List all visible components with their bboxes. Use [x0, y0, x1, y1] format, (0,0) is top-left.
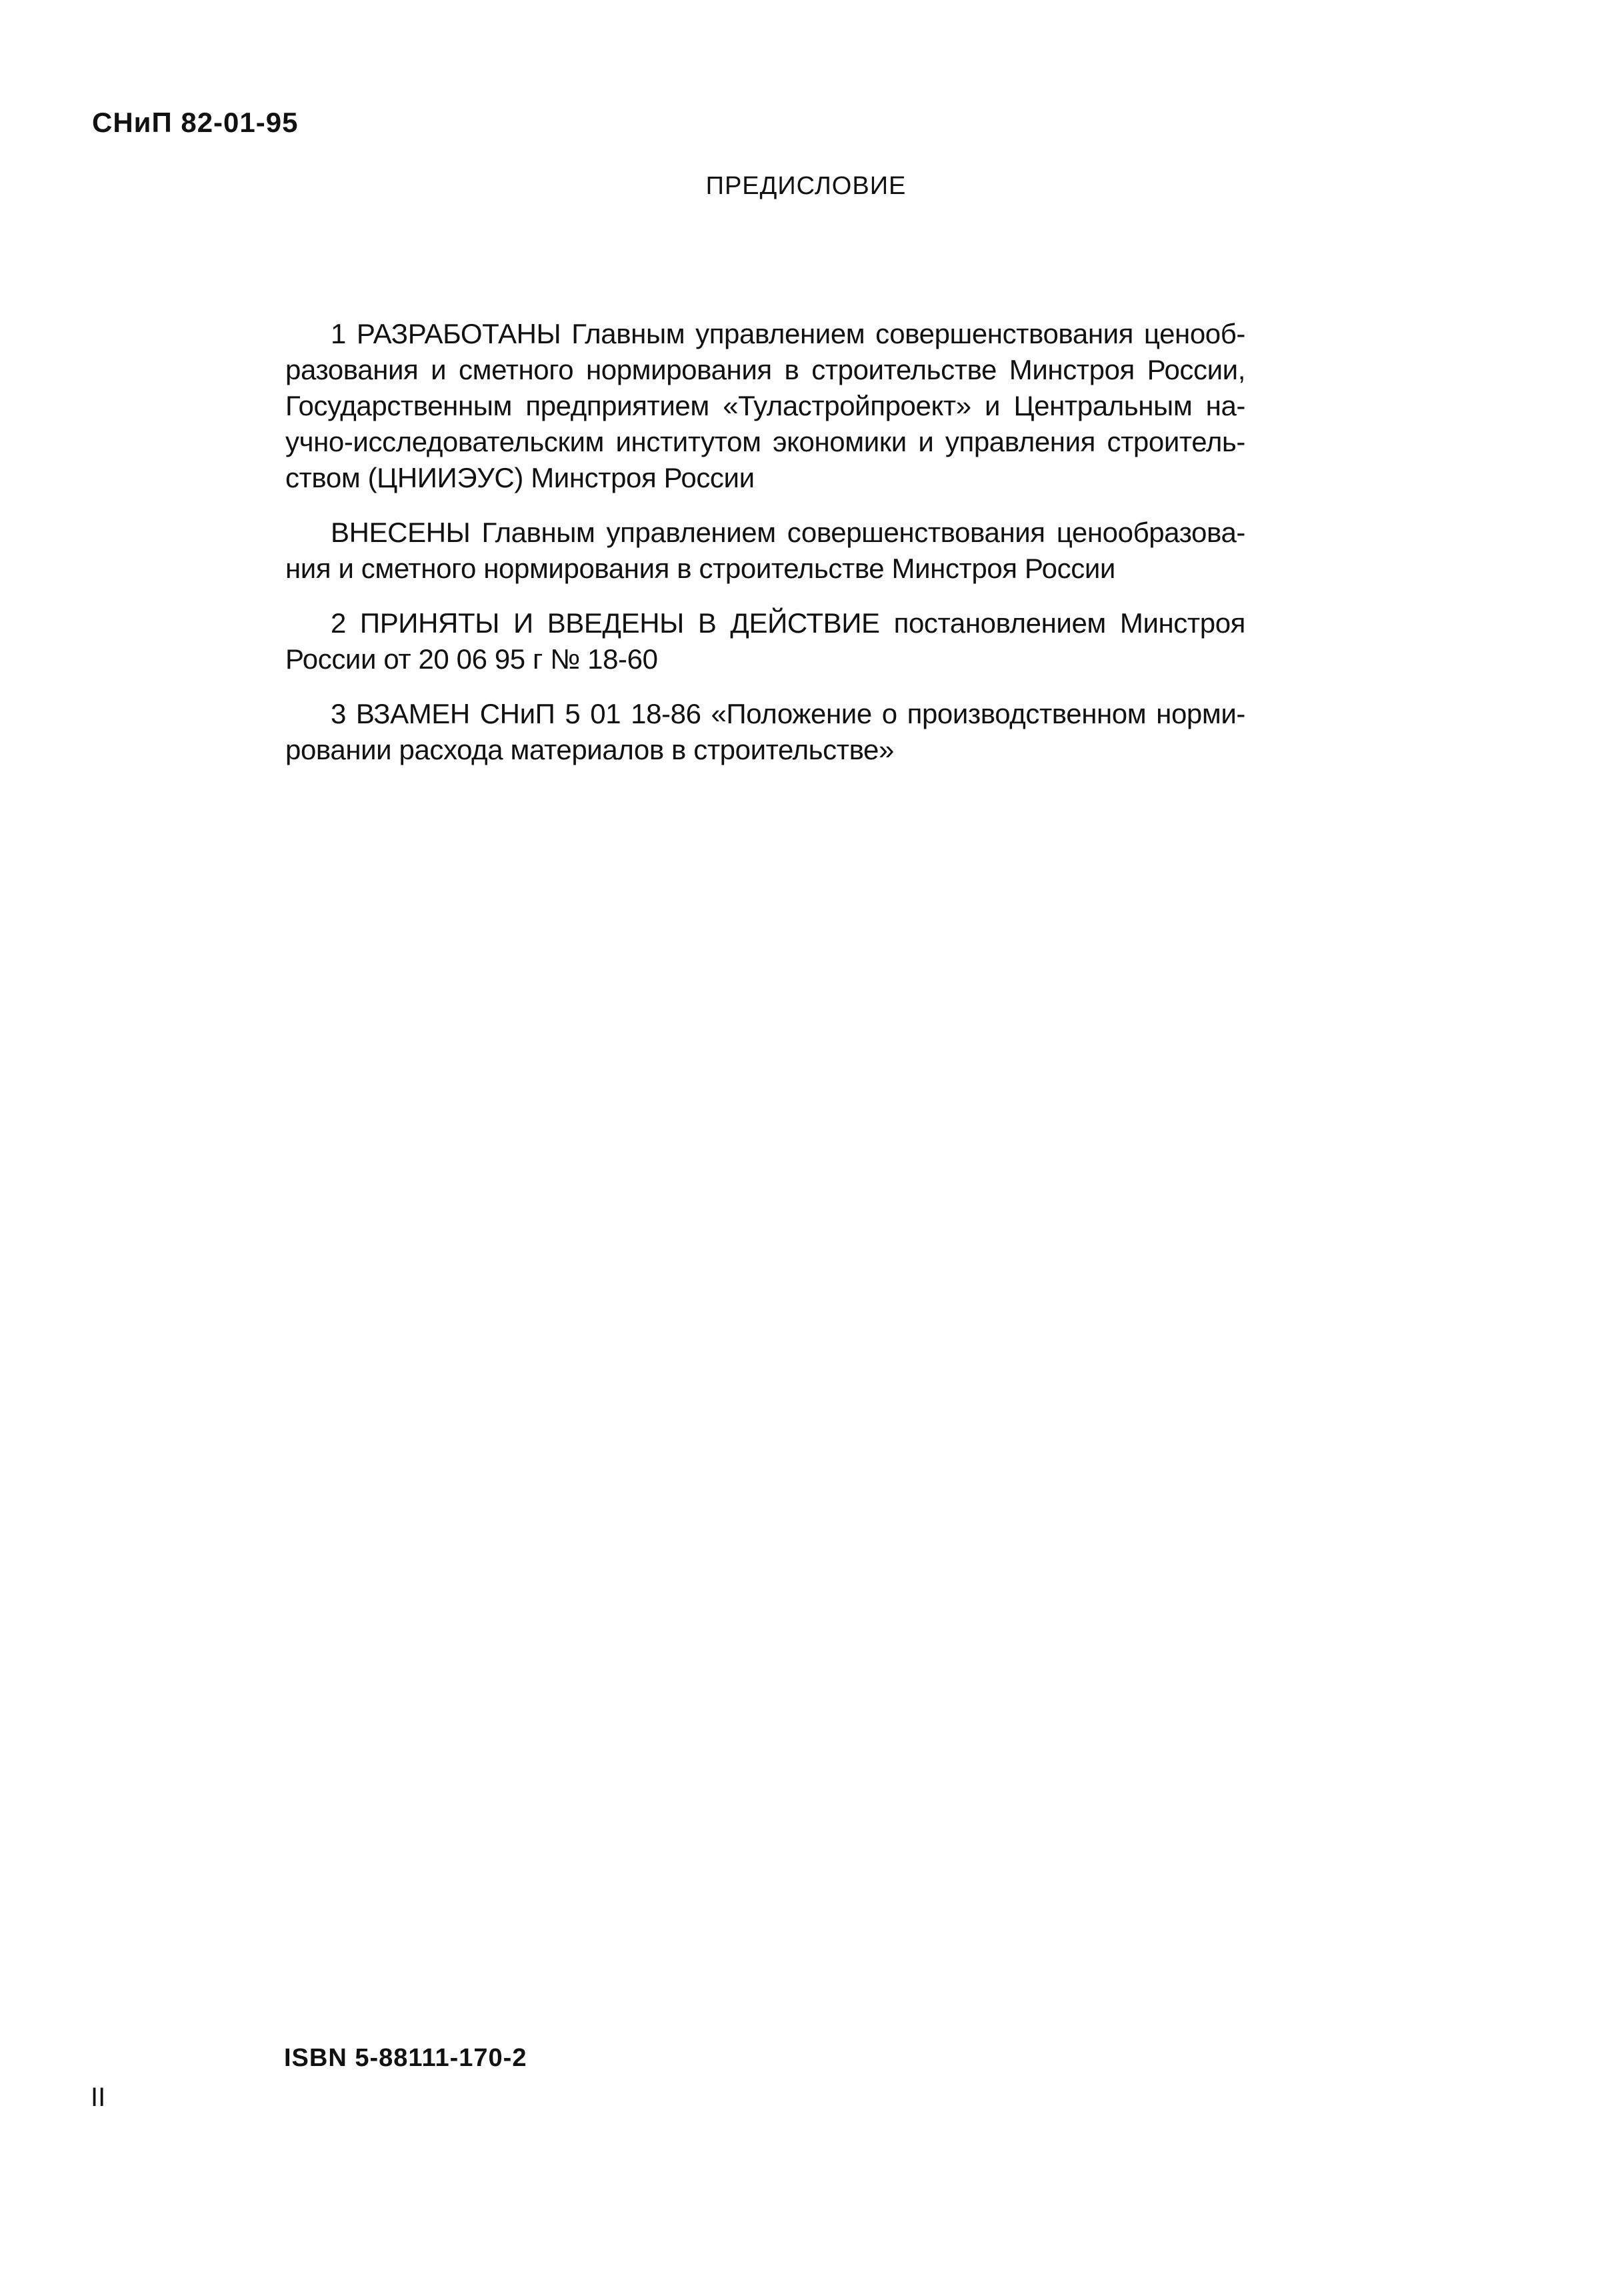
text-line: 2 ПРИНЯТЫ И ВВЕДЕНЫ В ДЕЙСТВИЕ постановлением Минстроя [331, 607, 1245, 639]
text-line: ВНЕСЕНЫ Главным управлением совершенствования ценообразова- [331, 517, 1245, 548]
paragraph-replaces [285, 696, 1245, 768]
preface-body [285, 316, 1245, 787]
text-line: учно-исследовательским институтом экономики и управления строитель- [285, 426, 1245, 457]
paragraph-submitted [285, 515, 1245, 587]
page-number: II [91, 2083, 106, 2112]
document-code: СНиП 82-01-95 [92, 107, 299, 138]
text-line: России от 20 06 95 г № 18-60 [285, 643, 658, 675]
text-line: Государственным предприятием «Туластройпроект» и Центральным на- [285, 390, 1245, 421]
paragraph-developed [285, 316, 1245, 496]
section-title: ПРЕДИСЛОВИЕ [705, 172, 907, 200]
text-line: разования и сметного нормирования в строительстве Минстроя России, [285, 354, 1245, 385]
text-line: 3 ВЗАМЕН СНиП 5 01 18-86 «Положение о производственном норми- [331, 698, 1245, 729]
text-line: ством (ЦНИИЭУС) Минстроя России [285, 462, 755, 493]
text-line: 1 РАЗРАБОТАНЫ Главным управлением совершенствования ценооб- [331, 318, 1245, 349]
text-line: ровании расхода материалов в строительстве» [285, 734, 894, 765]
paragraph-adopted [285, 605, 1245, 677]
isbn-number: ISBN 5-88111-170-2 [284, 2044, 527, 2072]
text-line: ния и сметного нормирования в строительстве Минстроя России [285, 553, 1115, 584]
